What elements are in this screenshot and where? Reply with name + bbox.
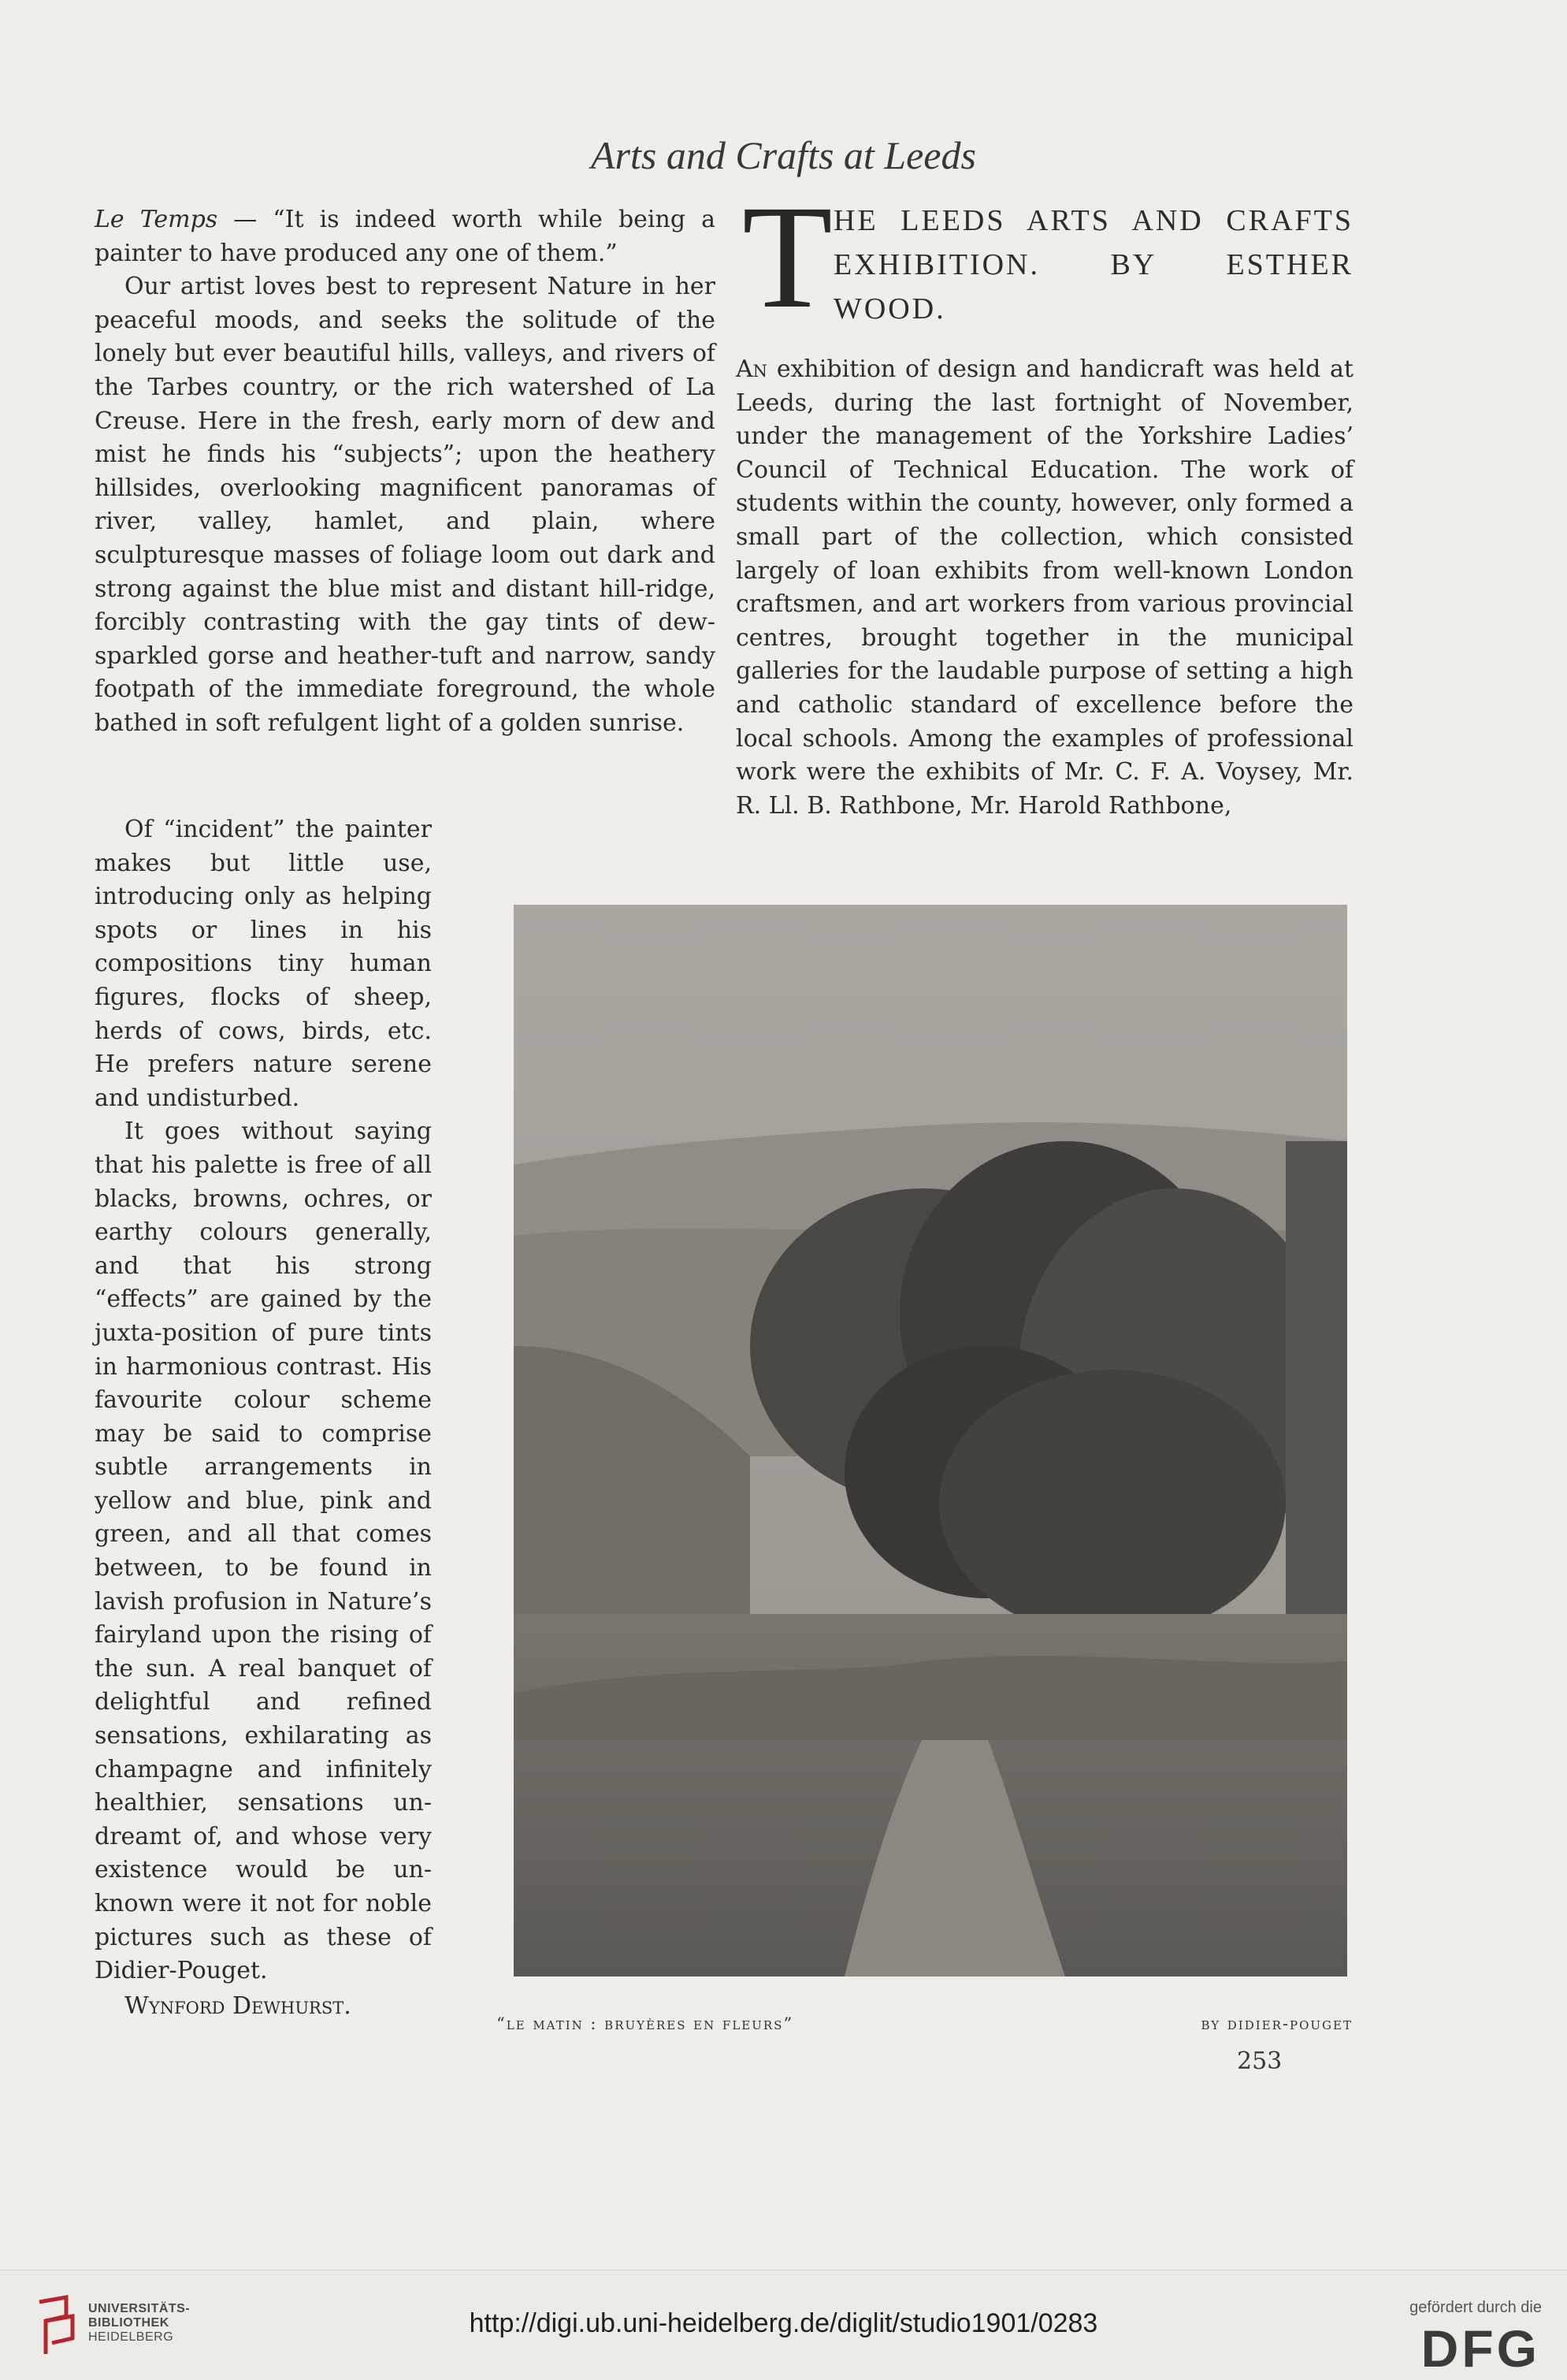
funding-label: gefördert durch die: [1409, 2299, 1542, 2316]
intro-text: — “It is indeed worth while being a painter to have produced any one of them.”: [95, 206, 715, 267]
intro-paragraph: [95, 203, 715, 270]
drop-cap: T: [742, 174, 833, 339]
figure-credit: by didier-pouget: [1201, 2014, 1353, 2033]
article-headline: [736, 174, 1353, 340]
institution-line-1: UNIVERSITÄTS-: [88, 2302, 191, 2315]
right-column: [736, 174, 1353, 823]
intro-source: Le Temps: [95, 206, 218, 233]
headline-text: HE LEEDS ARTS AND CRAFTS EXHIBITION. BY ESTHER WOOD.: [834, 204, 1353, 325]
body-paragraph-2: Of “incident” the painter makes but little use, introducing only as helping spots or lines in his compositions tiny human figures, flocks of sheep, herds of cows, birds, etc. He prefers nature serene and undisturbed.: [95, 816, 432, 1112]
figure-caption: “le matin : bruyères en fleurs”: [496, 2014, 794, 2033]
left-column: [95, 203, 715, 741]
institution-line-3: HEIDELBERG: [88, 2330, 174, 2344]
author-signature: Wynford Dewhurst.: [124, 1991, 351, 2020]
article-paragraph-1: [736, 353, 1353, 823]
viewer-footer: [0, 2270, 1567, 2380]
body-paragraph-1: Our artist loves best to represent Nature in her peaceful moods, and seeks the solitude of the lonely but ever beautiful hills, valleys, and rivers of the Tarbes country, or the rich watershed of La Creuse. Here in the fresh, early morn of dew and mist he finds his “subjects”; upon the heathery hillsides, overlooking magnificent panoramas of river, valley, hamlet, and plain, where sculpturesque masses of foliage loom out dark and strong against the blue mist and distant hill-ridge, forcibly contrasting with the gay tints of dew-sparkled gorse and heather-tuft and narrow, sandy footpath of the immediate foreground, the whole bathed in soft refulgent light of a golden sunrise.: [95, 273, 715, 737]
lead-in: An: [736, 355, 768, 383]
running-title: Arts and Crafts at Leeds: [591, 133, 976, 177]
left-column-narrow: [95, 813, 432, 2023]
landscape-painting-image: [514, 905, 1347, 1977]
page-number: 253: [1237, 2047, 1283, 2075]
painting-illustration: [514, 905, 1347, 1977]
body-paragraph-3: It goes without saying that his palette is free of all blacks, browns, ochres, or earthy colours generally, and that his strong “effects” are gained by the juxta-position of pure tints in harmonious contrast. His favourite colour scheme may be said to comprise subtle arrangements in yellow and blue, pink and green, and all that comes between, to be found in lavish profusion in Nature’s fairyland upon the rising of the sun. A real banquet of delightful and refined sensations, exhilarating as champagne and infinitely healthier, sensations un-dreamt of, and whose very existence would be un-known were it not for noble pictures such as these of Didier-Pouget.: [95, 1117, 432, 1985]
institution-line-2: BIBLIOTHEK: [88, 2316, 169, 2330]
dfg-logo: DFG: [1420, 2319, 1540, 2378]
source-url-link[interactable]: http://digi.ub.uni-heidelberg.de/diglit/studio1901/0283: [469, 2308, 1098, 2338]
article-body: exhibition of design and handicraft was held at Leeds, during the last fortnight of November, under the management of the Yorkshire Ladies’ Council of Technical Education. The work of students within the county, however, only formed a small part of the collection, which consisted largely of loan exhibits from well-known London craftsmen, and art workers from various provincial centres, brought together in the municipal galleries for the laudable purpose of setting a high and catholic standard of excellence before the local schools. Among the examples of professional work were the exhibits of Mr. C. F. A. Voysey, Mr. R. Ll. B. Rathbone, Mr. Harold Rathbone,: [736, 355, 1353, 820]
